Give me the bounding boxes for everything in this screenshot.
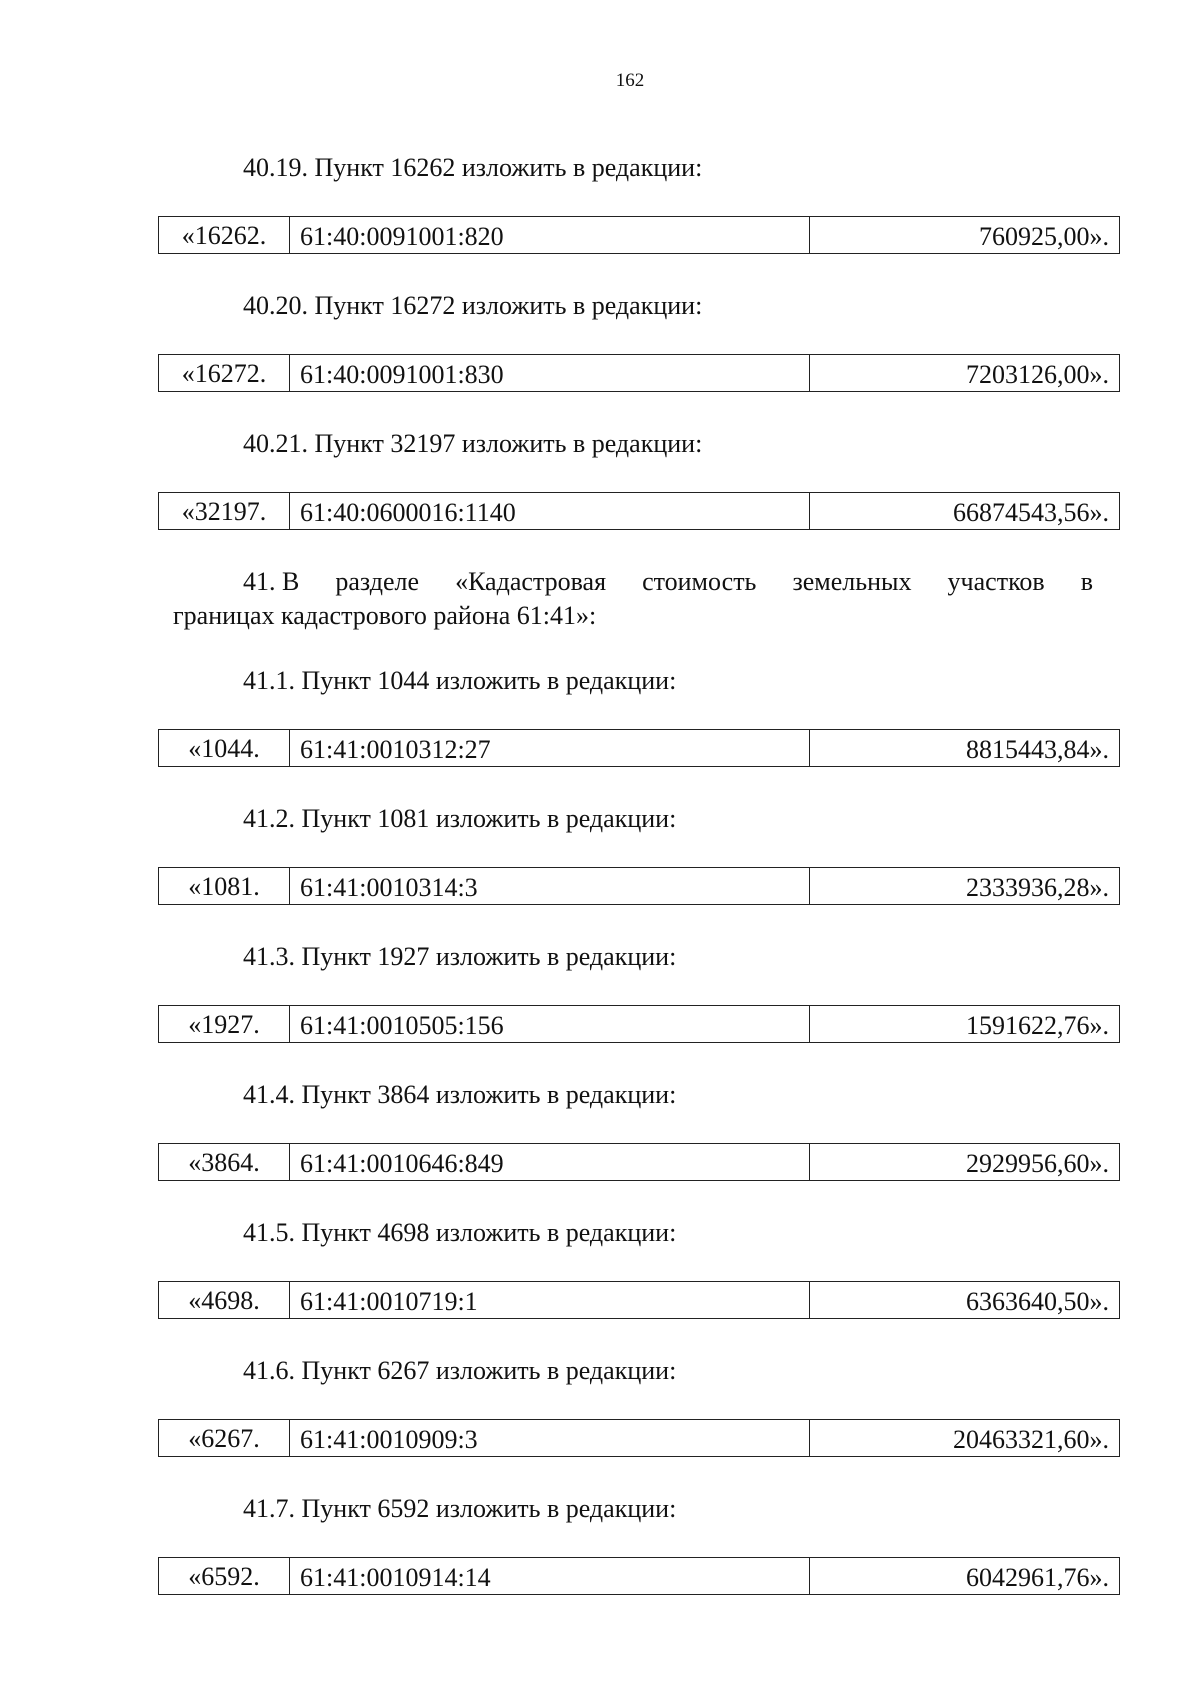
cadastral-number: 61:41:0010646:849 [290, 1144, 810, 1180]
item-heading: 41.3. Пункт 1927 изложить в редакции: [243, 942, 677, 971]
table-row [158, 1281, 1120, 1319]
item-number: «6592. [159, 1558, 290, 1594]
item-number: «16272. [159, 355, 290, 391]
item-number: «16262. [159, 217, 290, 253]
cadastral-number: 61:41:0010914:14 [290, 1558, 810, 1594]
cadastral-value: 6363640,50». [966, 1287, 1109, 1316]
paragraph-word: 41. В [243, 567, 300, 596]
cadastral-value: 66874543,56». [953, 498, 1109, 527]
paragraph-word: участков [947, 567, 1045, 596]
table-row [158, 1005, 1120, 1043]
item-heading: 40.19. Пункт 16262 изложить в редакции: [243, 153, 703, 182]
item-heading: 41.1. Пункт 1044 изложить в редакции: [243, 666, 677, 695]
cadastral-number: 61:40:0091001:820 [290, 217, 810, 253]
cadastral-number: 61:41:0010719:1 [290, 1282, 810, 1318]
item-number: «1081. [159, 868, 290, 904]
item-number: «1927. [159, 1006, 290, 1042]
cadastral-value: 8815443,84». [966, 735, 1109, 764]
item-heading: 41.4. Пункт 3864 изложить в редакции: [243, 1080, 677, 1109]
cadastral-value: 2929956,60». [966, 1149, 1109, 1178]
table-row [158, 354, 1120, 392]
paragraph-word: разделе [335, 567, 420, 596]
table-row [158, 1557, 1120, 1595]
paragraph-word: земельных [792, 567, 912, 596]
cadastral-number: 61:41:0010312:27 [290, 730, 810, 766]
item-number: «1044. [159, 730, 290, 766]
item-number: «4698. [159, 1282, 290, 1318]
table-row [158, 216, 1120, 254]
cadastral-number: 61:41:0010505:156 [290, 1006, 810, 1042]
item-heading: 41.2. Пункт 1081 изложить в редакции: [243, 804, 677, 833]
paragraph-word: в [1080, 567, 1093, 596]
item-number: «6267. [159, 1420, 290, 1456]
cadastral-value: 7203126,00». [966, 360, 1109, 389]
paragraph-word: стоимость [642, 567, 757, 596]
cadastral-number: 61:40:0600016:1140 [290, 493, 810, 529]
cadastral-number: 61:41:0010909:3 [290, 1420, 810, 1456]
page-number: 162 [615, 70, 645, 91]
item-heading: 40.21. Пункт 32197 изложить в редакции: [243, 429, 703, 458]
item-heading: 41.6. Пункт 6267 изложить в редакции: [243, 1356, 677, 1385]
item-number: «32197. [159, 493, 290, 529]
cadastral-value: 20463321,60». [953, 1425, 1109, 1454]
cadastral-value: 760925,00». [979, 222, 1109, 251]
paragraph-line-1 [173, 565, 1093, 599]
item-number: «3864. [159, 1144, 290, 1180]
paragraph-line-2: границах кадастрового района 61:41»: [173, 601, 597, 630]
section-paragraph [173, 565, 1093, 633]
item-heading: 41.5. Пункт 4698 изложить в редакции: [243, 1218, 677, 1247]
table-row [158, 1419, 1120, 1457]
cadastral-number: 61:41:0010314:3 [290, 868, 810, 904]
cadastral-value: 2333936,28». [966, 873, 1109, 902]
table-row [158, 492, 1120, 530]
table-row [158, 867, 1120, 905]
item-heading: 40.20. Пункт 16272 изложить в редакции: [243, 291, 703, 320]
paragraph-word: «Кадастровая [455, 567, 607, 596]
cadastral-value: 1591622,76». [966, 1011, 1109, 1040]
item-heading: 41.7. Пункт 6592 изложить в редакции: [243, 1494, 677, 1523]
cadastral-value: 6042961,76». [966, 1563, 1109, 1592]
table-row [158, 1143, 1120, 1181]
table-row [158, 729, 1120, 767]
cadastral-number: 61:40:0091001:830 [290, 355, 810, 391]
